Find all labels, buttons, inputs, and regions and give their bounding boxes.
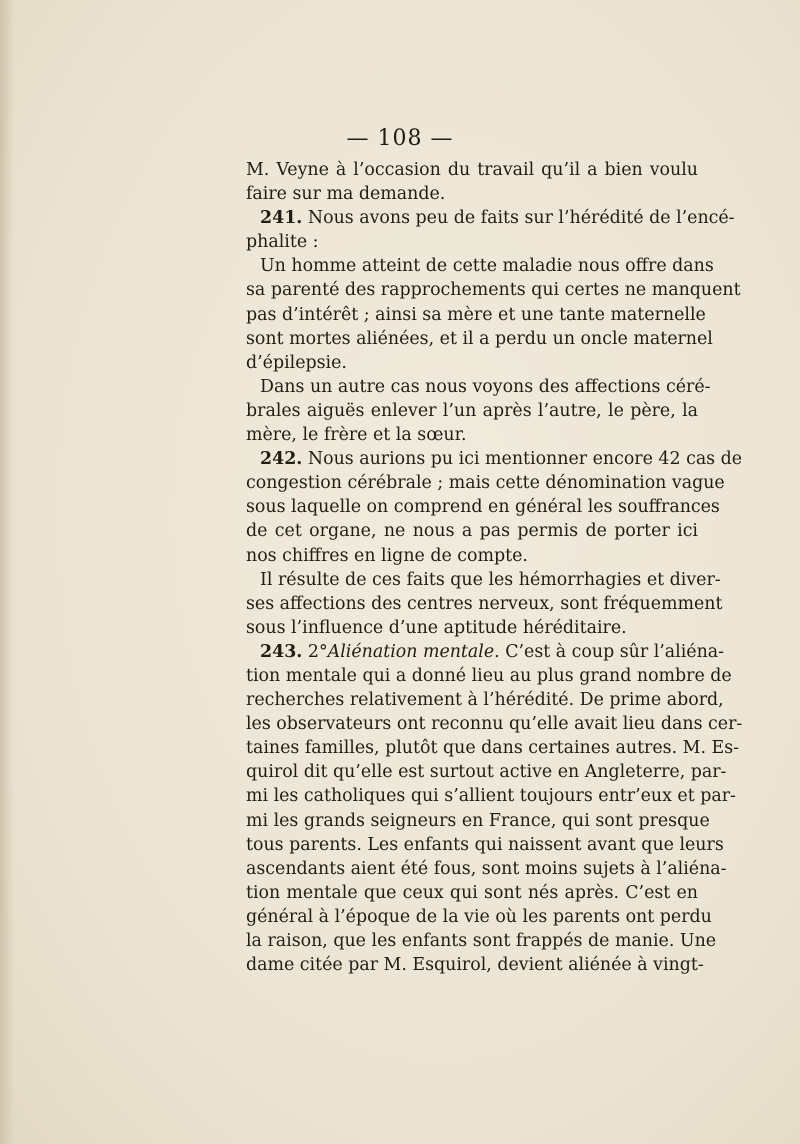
text-line: Dans un autre cas nous voyons des affections céré-: [260, 376, 711, 397]
text-line: recherches relativement à l’hérédité. De prime abord,: [246, 690, 724, 711]
text-line: Il résulte de ces faits que les hémorrhagies et diver-: [260, 569, 721, 590]
text-line: [246, 206, 735, 230]
page-spine-shadow: [0, 0, 14, 1144]
section-number: 241.: [260, 208, 303, 229]
text-line: de cet organe, ne nous a pas permis de porter ici: [246, 521, 698, 542]
text-line: [246, 640, 725, 664]
text-line: brales aiguës enlever l’un après l’autre, le père, la: [246, 400, 698, 421]
text-line: dame citée par M. Esquirol, devient aliénée à vingt-: [246, 955, 704, 976]
paragraph: [246, 158, 698, 206]
text-line: tion mentale que ceux qui sont nés après. C’est en: [246, 882, 698, 903]
text-line: M. Veyne à l’occasion du travail qu’il a bien voulu: [246, 160, 698, 180]
paragraph: [246, 254, 741, 374]
section-number: 242.: [260, 449, 303, 470]
text-line: sous l’influence d’une aptitude héréditaire.: [246, 617, 627, 638]
text-fragment: Nous aurions pu ici mentionner encore 42 cas de: [307, 449, 743, 470]
text-line: congestion cérébrale ; mais cette dénomination vague: [246, 473, 725, 494]
text-line: mère, le frère et la sœur.: [246, 425, 467, 446]
paragraph: [246, 640, 743, 977]
text-line: faire sur ma demande.: [246, 184, 446, 205]
page-number-header: — 108 —: [346, 126, 454, 151]
text-line: [246, 447, 743, 471]
paragraph: [246, 375, 711, 447]
heading-number: 2°: [307, 641, 328, 662]
paragraph: [246, 206, 735, 254]
text-line: phalite :: [246, 232, 319, 253]
text-line: pas d’intérêt ; ainsi sa mère et une tante maternelle: [246, 304, 706, 325]
paragraph: [246, 568, 723, 640]
text-fragment: C’est à coup sûr l’aliéna-: [505, 641, 725, 662]
text-line: sont mortes aliénées, et il a perdu un oncle maternel: [246, 328, 713, 349]
text-line: taines familles, plutôt que dans certaines autres. M. Es-: [246, 738, 740, 759]
text-line: les observateurs ont reconnu qu’elle avait lieu dans cer-: [246, 714, 743, 735]
text-line: mi les catholiques qui s’allient toujours entr’eux et par-: [246, 786, 736, 807]
paragraph: [246, 447, 743, 567]
body-text: [246, 158, 743, 977]
section-number: 243.: [260, 641, 303, 662]
text-line: nos chiffres en ligne de compte.: [246, 545, 528, 566]
text-line: tion mentale qui a donné lieu au plus grand nombre de: [246, 665, 732, 686]
text-line: d’épilepsie.: [246, 352, 347, 373]
text-line: ascendants aient été fous, sont moins sujets à l’aliéna-: [246, 858, 727, 879]
text-line: quirol dit qu’elle est surtout active en Angleterre, par-: [246, 762, 727, 783]
text-line: tous parents. Les enfants qui naissent avant que leurs: [246, 834, 724, 855]
text-fragment: Nous avons peu de faits sur l’hérédité de l’encé-: [307, 208, 735, 229]
text-line: ses affections des centres nerveux, sont fréquemment: [246, 593, 723, 614]
text-line: mi les grands seigneurs en France, qui sont presque: [246, 810, 710, 831]
text-line: général à l’époque de la vie où les parents ont perdu: [246, 906, 712, 927]
text-line: sa parenté des rapprochements qui certes ne manquent: [246, 280, 741, 301]
text-line: la raison, que les enfants sont frappés de manie. Une: [246, 931, 717, 951]
text-line: Un homme atteint de cette maladie nous offre dans: [260, 256, 714, 277]
section-heading: Aliénation mentale.: [327, 641, 500, 662]
text-line: sous laquelle on comprend en général les souffrances: [246, 497, 720, 518]
